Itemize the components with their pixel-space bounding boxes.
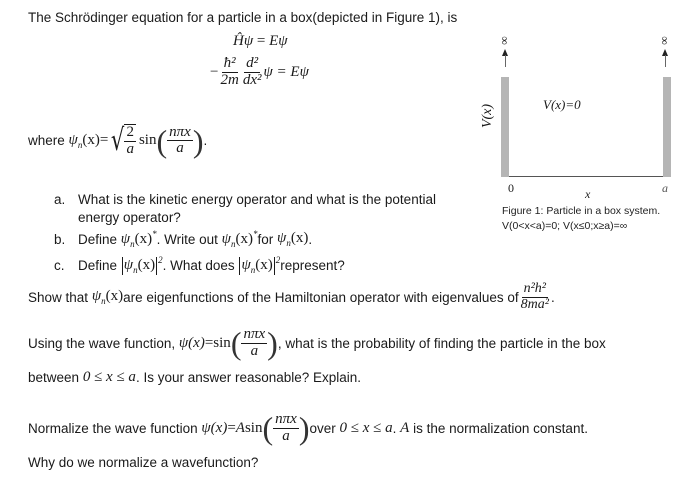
question-text: , what is the probability of finding the particle in the box <box>277 335 606 351</box>
question-text: What is the kinetic energy operator and what is the potential <box>78 192 436 207</box>
abs-bar-right <box>156 257 157 275</box>
list-label: a. <box>54 192 66 207</box>
psi-of-x: ψ(x) <box>178 334 205 351</box>
why-normalize-question: Why do we normalize a wavefunction? <box>28 455 259 470</box>
question-text: are eigenfunctions of the Hamiltonian operator with eigenvalues of <box>123 289 519 305</box>
psi-symbol: ψ <box>91 288 102 305</box>
question-text: between <box>28 370 80 385</box>
question-a <box>54 192 436 207</box>
question-b: b. Define $\psi_n(x)^*$ . Write out $\psi_n(x)^*$ for $\psi_n(x)$ . <box>54 229 313 249</box>
list-label: b. <box>54 231 66 247</box>
question-a-continued: energy operator? <box>78 210 181 225</box>
psi-n-conjugate <box>222 229 258 249</box>
fraction-numerator: nπx <box>169 123 191 140</box>
question-text: over <box>309 420 336 436</box>
fraction-numerator: n²h² <box>523 281 546 296</box>
question-text: Define <box>78 257 118 273</box>
intro-text: The Schrödinger equation for a particle in a box(depicted in Figure 1), is <box>28 10 458 25</box>
wavefunction-definition <box>28 124 207 158</box>
schrodinger-operator-equation <box>233 33 288 50</box>
y-axis-label: V(x) <box>480 103 496 129</box>
fraction-denominator: a <box>126 140 134 157</box>
psi-symbol: ψ <box>243 33 254 49</box>
x-tick-zero: 0 <box>508 181 514 195</box>
radical-sign-icon: √ <box>111 122 125 158</box>
range-expression: 0 ≤ x ≤ a <box>82 369 136 385</box>
subscript-n: n <box>130 239 135 249</box>
npix-over-a-fraction <box>241 327 267 360</box>
question-text: Define <box>78 231 118 247</box>
question-text: Using the wave function, <box>28 335 176 351</box>
list-label: c. <box>54 257 65 273</box>
argument-x: (x) <box>82 131 100 148</box>
arrow-shaft-left <box>505 55 506 67</box>
psi-n-squared-modulus <box>238 255 280 275</box>
fraction-denominator: a <box>176 140 184 157</box>
eigenfunction-question <box>28 282 555 312</box>
fraction-numerator: d² <box>246 55 259 71</box>
psi-n-of-x <box>92 288 123 306</box>
sin-function: sin <box>244 419 263 436</box>
equation-rhs: ψ = Eψ <box>263 63 309 80</box>
hamiltonian-symbol: Ĥ <box>233 33 244 49</box>
where-label: where <box>28 133 65 149</box>
fraction-denominator: 2m <box>220 71 239 88</box>
argument-x: (x) <box>235 231 253 247</box>
psi-n-squared-modulus <box>121 255 163 275</box>
x-axis-label: x <box>585 187 591 201</box>
sqrt-fraction <box>124 124 136 158</box>
psi-n-of-x <box>69 132 100 150</box>
sqrt-2-over-a <box>108 124 136 158</box>
infinity-right-icon: ∞ <box>657 36 672 45</box>
fraction-denominator: dx² <box>242 71 262 88</box>
question-text: represent? <box>280 257 345 273</box>
psi-symbol: ψ <box>221 231 231 247</box>
range-expression: 0 ≤ x ≤ a <box>339 419 393 436</box>
question-text: . <box>392 420 397 436</box>
probability-question <box>28 327 606 360</box>
conjugate-star: * <box>253 229 258 239</box>
subscript-n: n <box>77 139 83 150</box>
right-paren: ) <box>267 325 278 362</box>
box-floor <box>509 176 663 177</box>
normalization-constant: A <box>235 419 245 436</box>
subscript-n: n <box>133 265 138 275</box>
abs-bar-right <box>274 257 275 275</box>
argument-x: (x) <box>134 231 153 247</box>
fraction-numerator: ħ² <box>223 55 236 71</box>
minus-sign: − <box>210 63 219 80</box>
psi-symbol: ψ <box>120 231 131 247</box>
left-paren: ( <box>230 325 242 362</box>
psi-symbol: ψ <box>241 257 251 273</box>
period: . <box>550 289 555 305</box>
sin-function: sin <box>213 334 231 351</box>
normalize-question <box>28 412 588 445</box>
conjugate-star: * <box>152 229 157 239</box>
argument-x: (x) <box>290 230 309 246</box>
abs-bar-left <box>122 257 123 275</box>
fraction-denominator: 8ma² <box>520 296 549 312</box>
question-text: . Write out <box>156 231 218 247</box>
probability-question-continued <box>28 369 361 386</box>
argument-x: (x) <box>137 257 156 273</box>
psi-symbol: ψ <box>277 230 287 246</box>
psi-symbol: ψ <box>68 131 78 148</box>
argument-x: (x) <box>255 257 273 273</box>
subscript-n: n <box>101 296 106 307</box>
figure-caption-potential: V(0<x<a)=0; V(x≤0;x≥a)=∞ <box>502 220 628 232</box>
period: . <box>203 133 208 149</box>
schrodinger-differential-equation <box>210 56 309 89</box>
fraction-numerator: nπx <box>243 326 266 342</box>
arrow-shaft-right <box>665 55 666 67</box>
subscript-n: n <box>286 238 291 248</box>
right-wall <box>663 77 671 177</box>
question-text: for <box>257 231 274 247</box>
x-tick-a: a <box>662 181 668 195</box>
equals-sign: = <box>99 132 109 149</box>
psi-n-of-x <box>277 230 308 248</box>
right-paren: ) <box>298 410 310 447</box>
question-text: Show that <box>28 289 89 305</box>
sin-function: sin <box>138 132 157 149</box>
psi-symbol: ψ <box>123 257 134 273</box>
question-text: is the normalization constant. <box>413 420 588 436</box>
left-paren: ( <box>156 122 168 159</box>
psi-of-x: ψ(x) <box>201 419 228 436</box>
fraction-numerator: 2 <box>126 124 134 140</box>
right-paren: ) <box>192 122 204 159</box>
question-text: Normalize the wave function <box>28 420 198 436</box>
question-c <box>54 255 345 275</box>
left-wall <box>501 77 509 177</box>
question-text: . Is your answer reasonable? Explain. <box>135 370 362 385</box>
infinity-left-icon: ∞ <box>497 36 512 45</box>
npix-over-a-fraction <box>273 412 299 445</box>
fraction-numerator: nπx <box>275 411 297 427</box>
subscript-n: n <box>250 265 256 275</box>
equals-sign: = <box>227 419 236 436</box>
equals-sign: = <box>253 33 270 49</box>
exponent-2: 2 <box>275 255 281 265</box>
hbar-over-2m-fraction <box>218 56 240 89</box>
fraction-denominator: a <box>282 427 290 444</box>
equals-sign: = <box>204 334 214 351</box>
fraction-denominator: a <box>250 342 259 359</box>
inside-potential-label: V(x)=0 <box>543 97 581 112</box>
question-text: . What does <box>162 257 235 273</box>
left-paren: ( <box>262 410 274 447</box>
second-derivative-fraction <box>241 56 264 89</box>
energy-psi: Eψ <box>269 33 288 49</box>
normalization-constant: A <box>400 419 410 436</box>
npix-over-a-fraction <box>167 125 193 158</box>
psi-n-conjugate <box>121 229 157 249</box>
argument-x: (x) <box>105 288 124 305</box>
eigenvalue-fraction <box>519 282 551 312</box>
subscript-n: n <box>231 239 236 249</box>
exponent-2: 2 <box>158 255 163 265</box>
figure-caption-title: Figure 1: Particle in a box system. <box>502 205 661 217</box>
